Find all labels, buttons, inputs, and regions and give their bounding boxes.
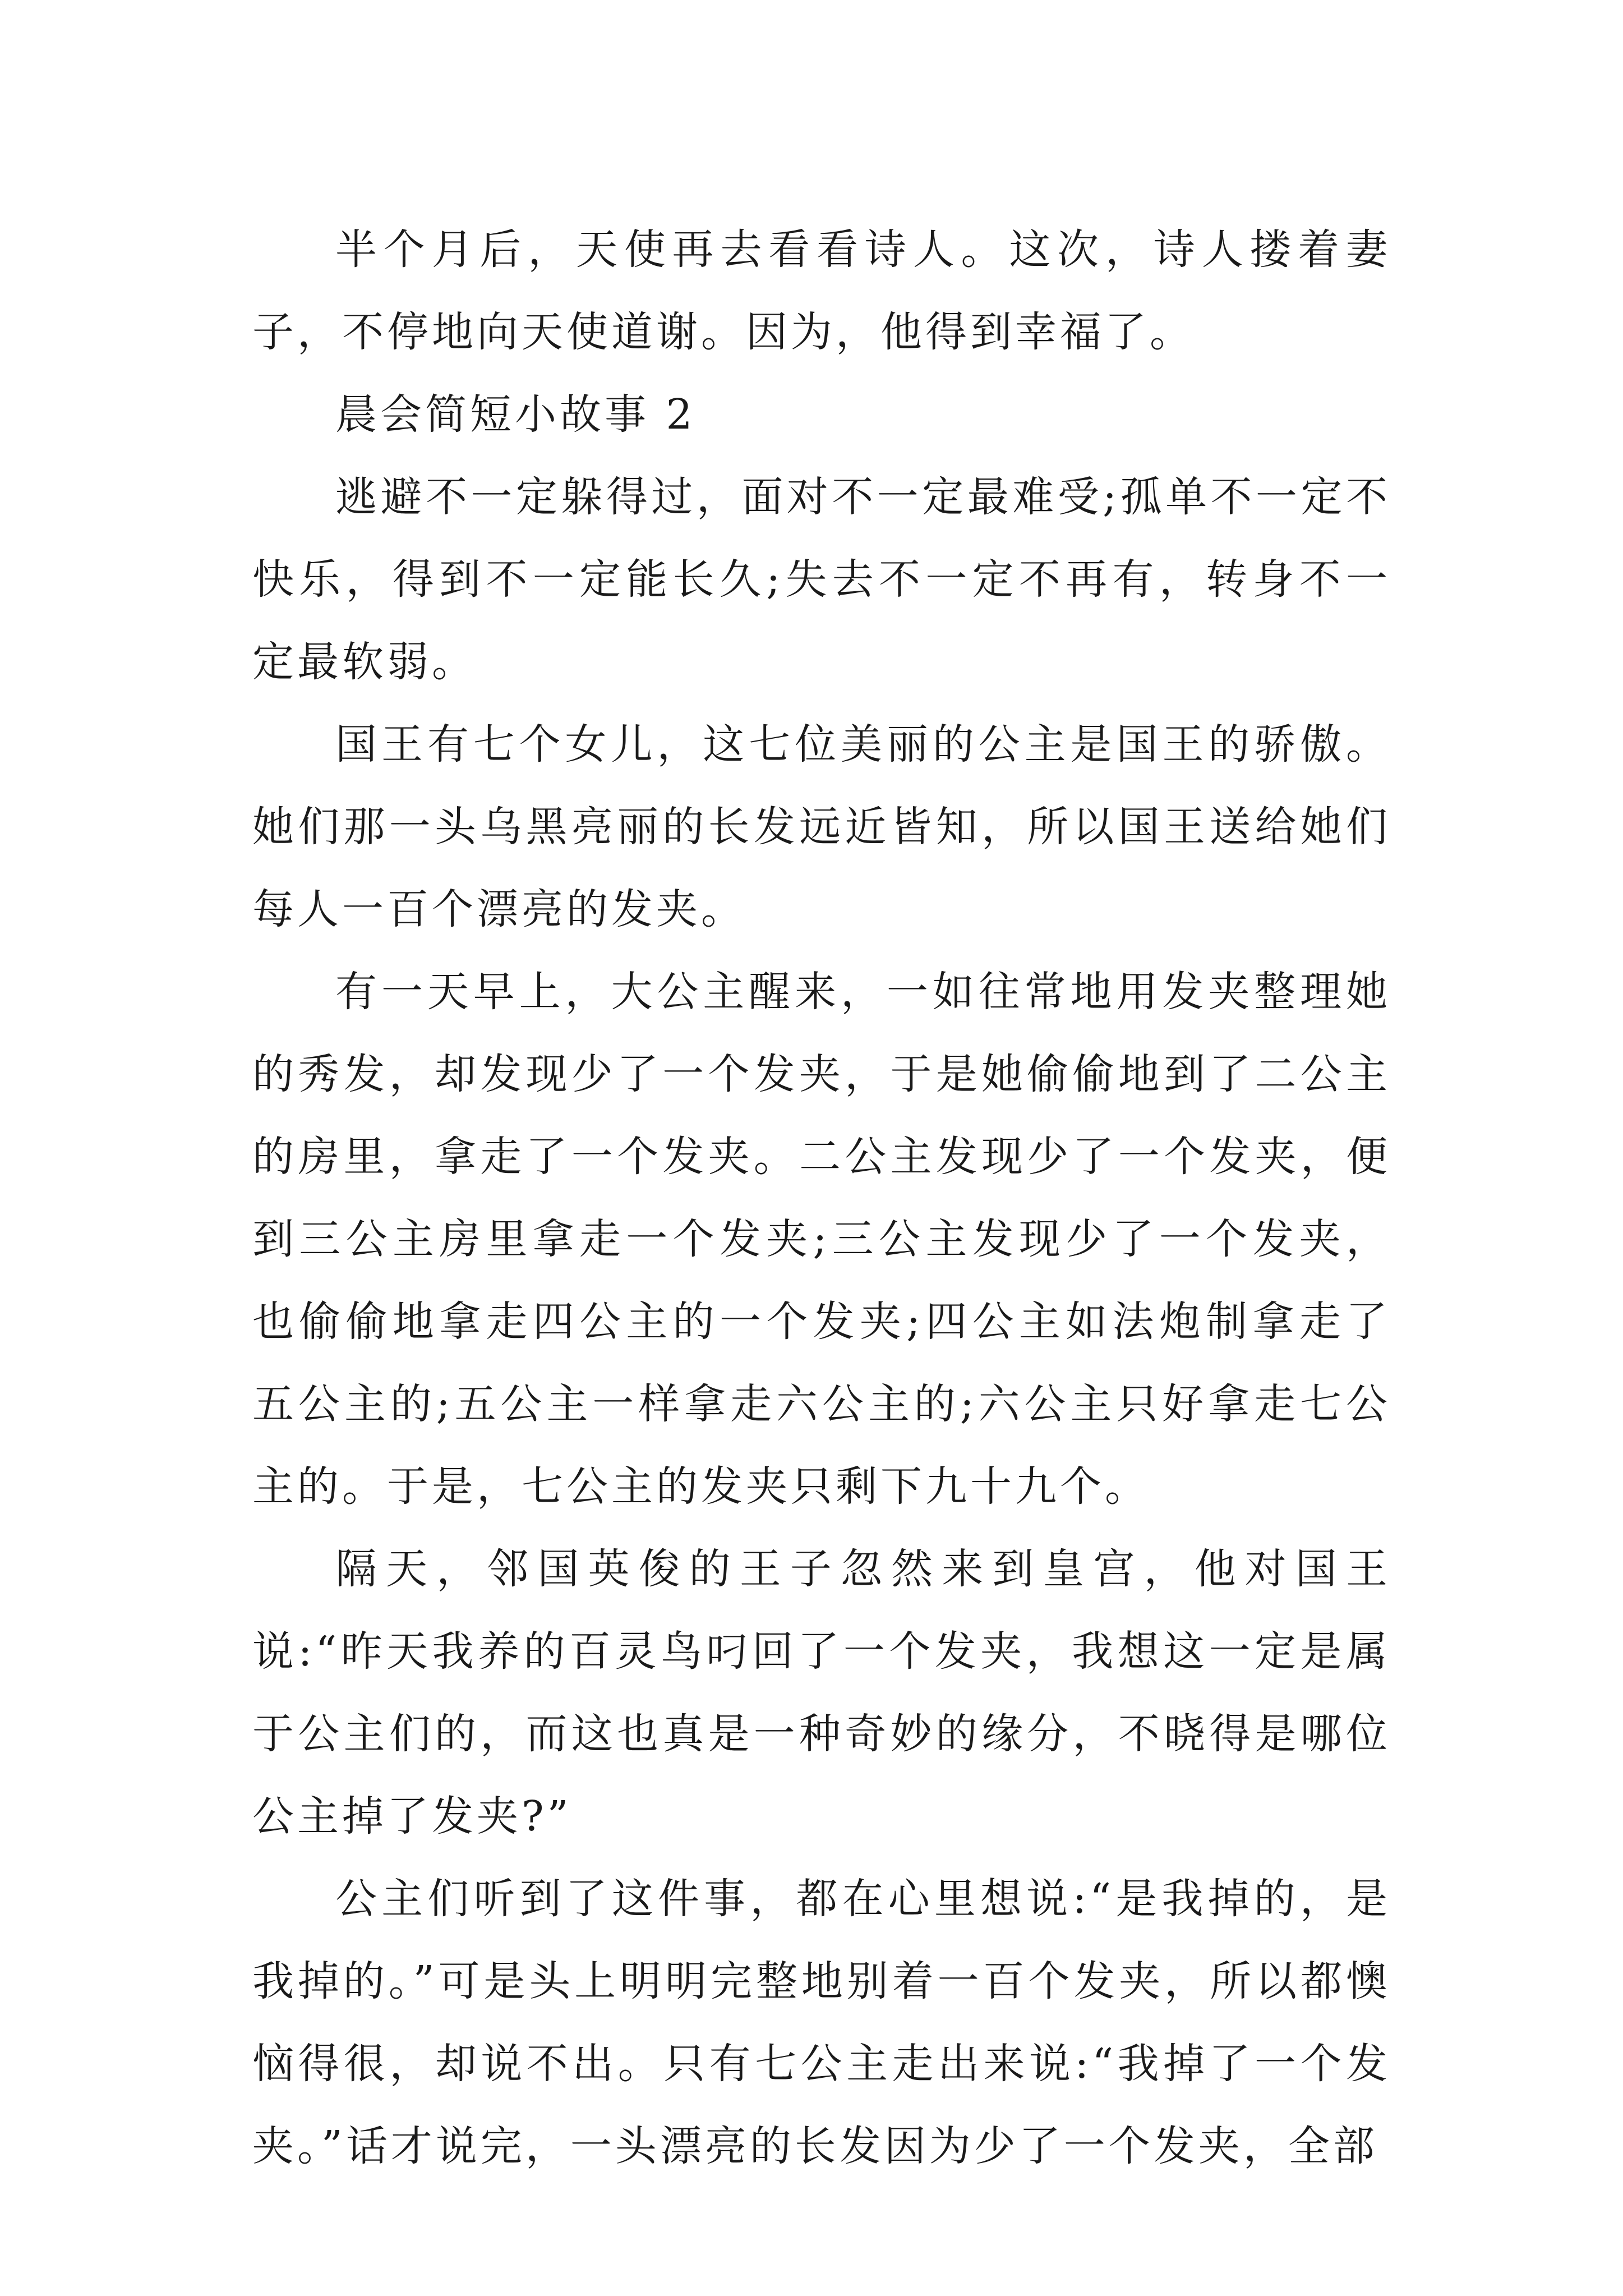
paragraph-king-daughters: 国王有七个女儿，这七位美丽的公主是国王的骄傲。她们那一头乌黑亮丽的长发远近皆知，所以国王送给她们每人一百个漂亮的发夹。	[252, 720, 1391, 933]
paragraph-prince-arrives: 隔天，邻国英俊的王子忽然来到皇宫，他对国王说:“昨天我养的百灵鸟叼回了一个发夹，我想这一定是属于公主们的，而这也真是一种奇妙的缘分，不晓得是哪位公主掉了发夹?”	[252, 1545, 1391, 1841]
paragraph-avoidance: 逃避不一定躲得过，面对不一定最难受;孤单不一定不快乐，得到不一定能长久;失去不一定不再有，转身不一定最软弱。	[252, 473, 1391, 686]
paragraph-hairpins-taken: 有一天早上，大公主醒来，一如往常地用发夹整理她的秀发，却发现少了一个发夹，于是她偷偷地到了二公主的房里，拿走了一个发夹。二公主发现少了一个发夹，便到三公主房里拿走一个发夹;三公主发现少了一个发夹，也偷偷地拿走四公主的一个发夹;四公主如法炮制拿走了五公主的;五公主一样拿走六公主的;六公主只好拿走七公主的。于是，七公主的发夹只剩下九十九个。	[252, 968, 1391, 1511]
paragraph-angel-thanks: 半个月后，天使再去看看诗人。这次，诗人搂着妻子，不停地向天使道谢。因为，他得到幸福了。	[252, 226, 1391, 356]
document-body	[252, 209, 1391, 2188]
story-heading: 晨会简短小故事 2	[335, 390, 696, 439]
paragraph-princesses-reply: 公主们听到了这件事，都在心里想说:“是我掉的，是我掉的。”可是头上明明完整地别着一百个发夹，所以都懊恼得很，却说不出。只有七公主走出来说:“我掉了一个发夹。”话才说完，一头漂亮的长发因为少了一个发夹，全部	[252, 1875, 1391, 2170]
